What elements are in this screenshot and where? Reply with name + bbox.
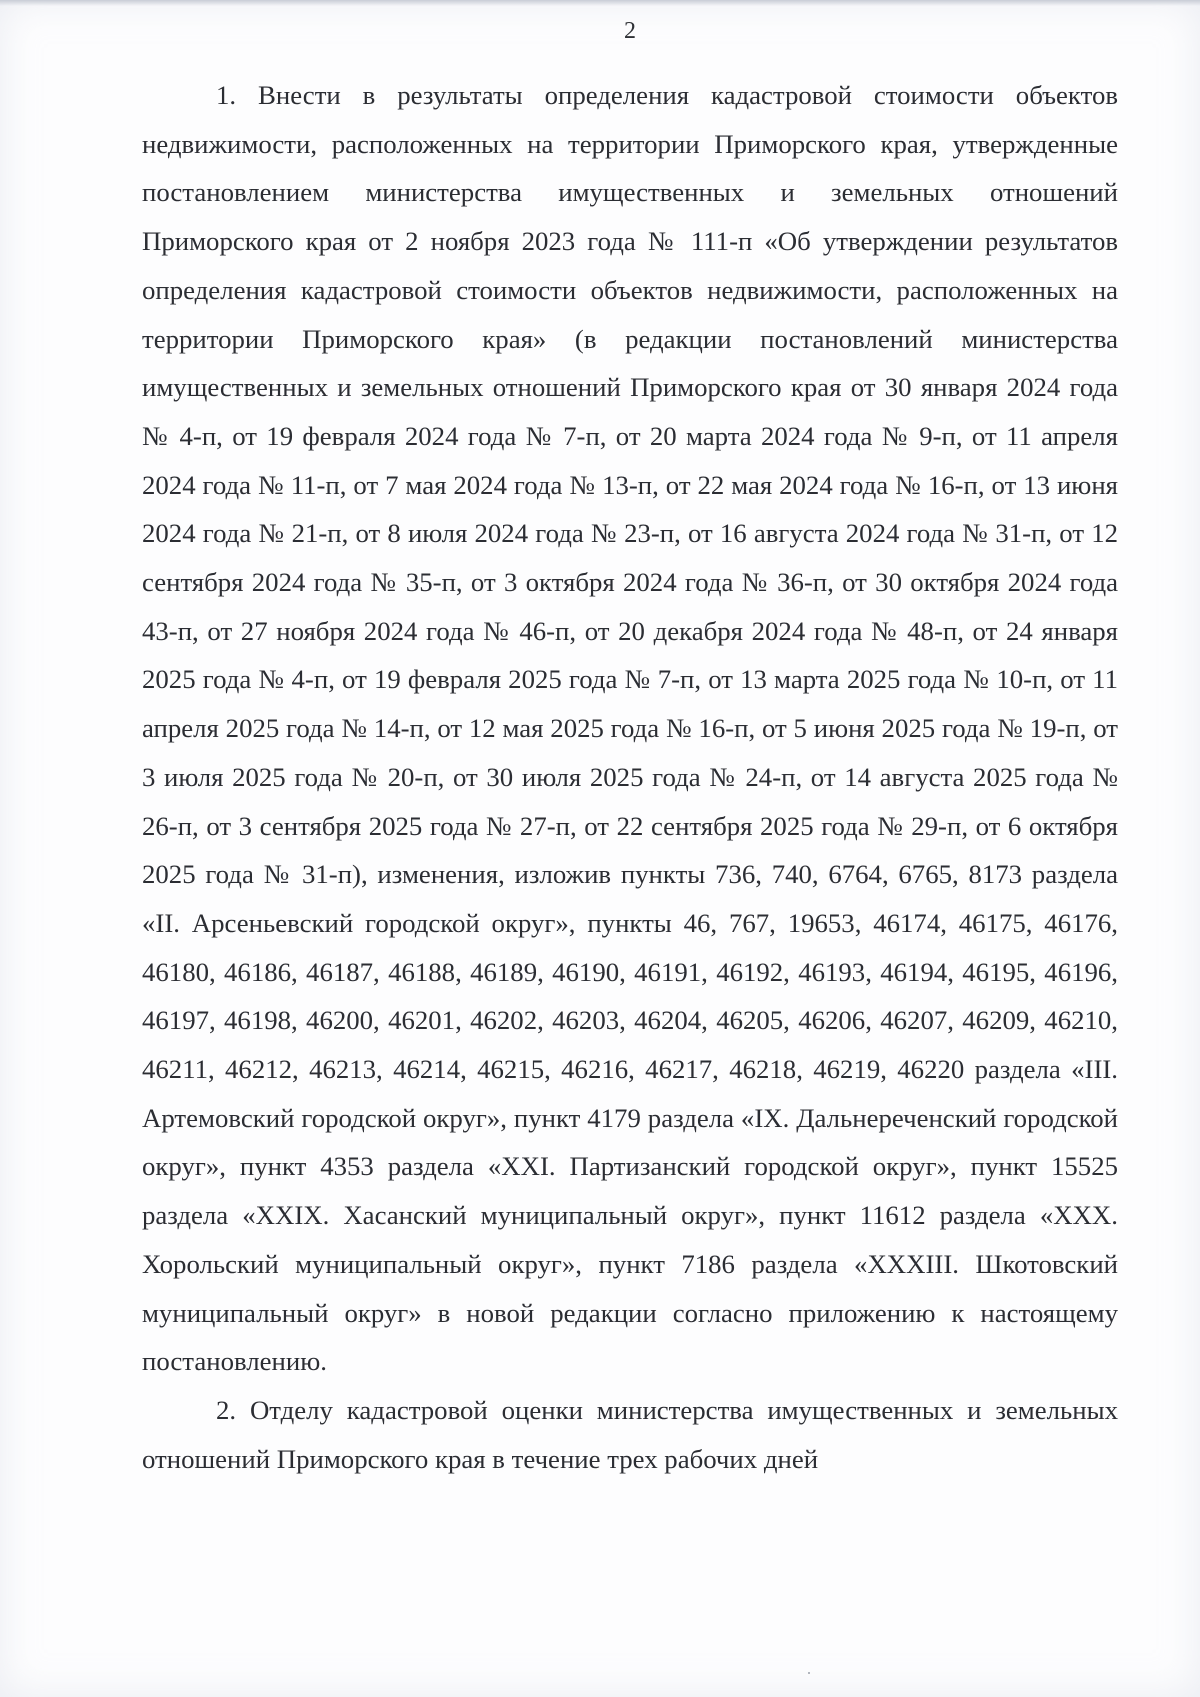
paragraph-1: 1. Внести в результаты определения кадастровой стоимости объектов недвижимости, расположенных на территории Приморского края, утвержденные постановлением министерства имущественных и земельных отношений Приморского края от 2 ноября 2023 года № 111-п «Об утверждении результатов определения кадастровой стоимости объектов недвижимости, расположенных на территории Приморского края» (в редакции постановлений министерства имущественных и земельных отношений Приморского края от 30 января 2024 года № 4-п, от 19 февраля 2024 года № 7-п, от 20 марта 2024 года № 9-п, от 11 апреля 2024 года № 11-п, от 7 мая 2024 года № 13-п, от 22 мая 2024 года № 16-п, от 13 июня 2024 года № 21-п, от 8 июля 2024 года № 23-п, от 16 августа 2024 года № 31-п, от 12 сентября 2024 года № 35-п, от 3 октября 2024 года № 36-п, от 30 октября 2024 года 43-п, от 27 ноября 2024 года № 46-п, от 20 декабря 2024 года № 48-п, от 24 января 2025 года № 4-п, от 19 февраля 2025 года № 7-п, от 13 марта 2025 года № 10-п, от 11 апреля 2025 года № 14-п, от 12 мая 2025 года № 16-п, от 5 июня 2025 года № 19-п, от 3 июля 2025 года № 20-п, от 30 июля 2025 года № 24-п, от 14 августа 2025 года № 26-п, от 3 сентября 2025 года № 27-п, от 22 сентября 2025 года № 29-п, от 6 октября 2025 года № 31-п), изменения, изложив пункты 736, 740, 6764, 6765, 8173 раздела «II. Арсеньевский городской округ», пункты 46, 767, 19653, 46174, 46175, 46176, 46180, 46186, 46187, 46188, 46189, 46190, 46191, 46192, 46193, 46194, 46195, 46196, 46197, 46198, 46200, 46201, 46202, 46203, 46204, 46205, 46206, 46207, 46209, 46210, 46211, 46212, 46213, 46214, 46215, 46216, 46217, 46218, 46219, 46220 раздела «III. Артемовский городской округ», пункт 4179 раздела «IX. Дальнереченский городской округ», пункт 4353 раздела «XXI. Партизанский городской округ», пункт 15525 раздела «XXIX. Хасанский муниципальный округ», пункт 11612 раздела «XXX. Хорольский муниципальный округ», пункт 7186 раздела «XXXIII. Шкотовский муниципальный округ» в новой редакции согласно приложению к настоящему постановлению. xyxy=(142,80,1118,1377)
scan-edge-shadow xyxy=(0,0,1200,6)
page-number: 2 xyxy=(624,18,636,44)
scan-artifact-dot xyxy=(808,1672,810,1674)
document-body xyxy=(142,71,1118,1483)
paragraph-2: 2. Отделу кадастровой оценки министерства имущественных и земельных отношений Приморского края в течение трех рабочих дней xyxy=(142,1394,1118,1474)
